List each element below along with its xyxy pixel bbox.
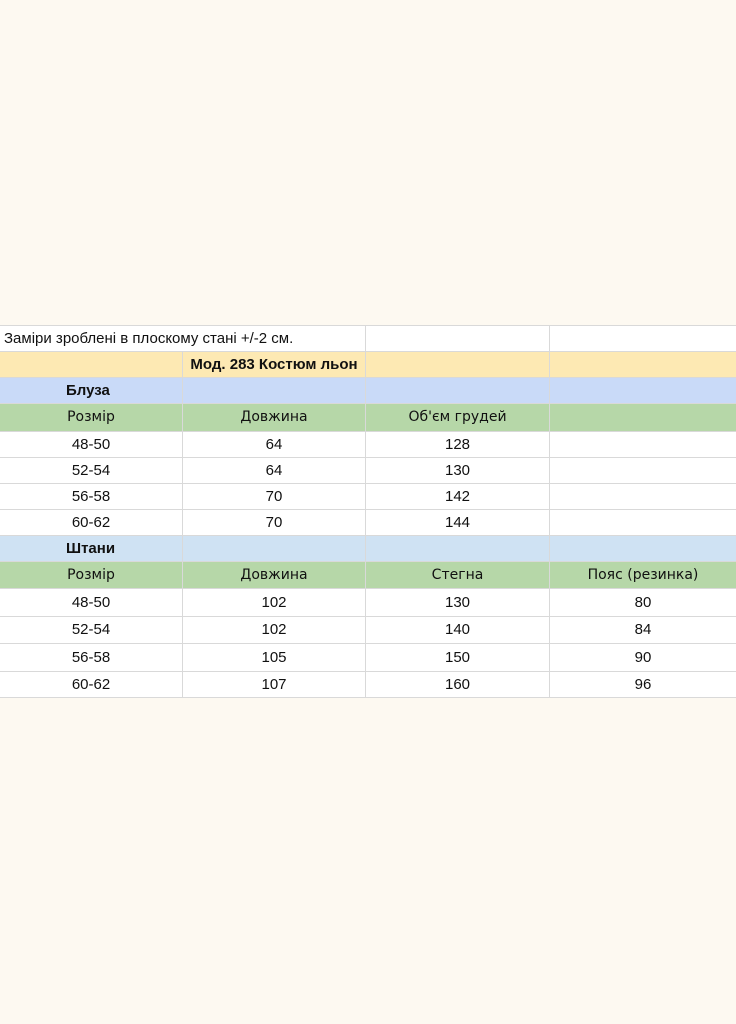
hips-cell[interactable]: 150 (366, 644, 550, 671)
table-row (0, 589, 736, 617)
size-cell[interactable]: 52-54 (0, 617, 183, 644)
cell[interactable] (550, 378, 736, 403)
cell[interactable] (183, 378, 366, 403)
cell[interactable] (550, 484, 736, 509)
measurement-note[interactable]: Заміри зроблені в плоскому стані +/-2 см. (0, 326, 366, 351)
section-label-pants[interactable]: Штани (0, 536, 183, 561)
cell[interactable] (550, 432, 736, 457)
header-waist[interactable]: Пояс (резинка) (550, 562, 736, 589)
section-row-blouse (0, 378, 736, 404)
chest-cell[interactable]: 142 (366, 484, 550, 509)
cell[interactable] (0, 352, 183, 377)
chest-cell[interactable]: 128 (366, 432, 550, 457)
length-cell[interactable]: 102 (183, 589, 366, 616)
table-row (0, 644, 736, 672)
length-cell[interactable]: 107 (183, 672, 366, 697)
waist-cell[interactable]: 80 (550, 589, 736, 616)
header-row-pants (0, 562, 736, 590)
cell[interactable] (550, 326, 736, 351)
header-size[interactable]: Розмір (0, 404, 183, 431)
cell[interactable] (550, 458, 736, 483)
length-cell[interactable]: 64 (183, 432, 366, 457)
header-chest[interactable]: Об'єм грудей (366, 404, 550, 431)
table-row (0, 484, 736, 510)
size-chart-table (0, 325, 736, 698)
header-length[interactable]: Довжина (183, 562, 366, 589)
cell[interactable] (550, 536, 736, 561)
header-hips[interactable]: Стегна (366, 562, 550, 589)
hips-cell[interactable]: 130 (366, 589, 550, 616)
size-cell[interactable]: 48-50 (0, 432, 183, 457)
cell[interactable] (366, 378, 550, 403)
table-row (0, 617, 736, 645)
chest-cell[interactable]: 144 (366, 510, 550, 535)
table-row (0, 510, 736, 536)
hips-cell[interactable]: 140 (366, 617, 550, 644)
waist-cell[interactable]: 90 (550, 644, 736, 671)
length-cell[interactable]: 102 (183, 617, 366, 644)
waist-cell[interactable]: 96 (550, 672, 736, 697)
header-size[interactable]: Розмір (0, 562, 183, 589)
size-cell[interactable]: 60-62 (0, 672, 183, 697)
length-cell[interactable]: 70 (183, 484, 366, 509)
length-cell[interactable]: 70 (183, 510, 366, 535)
note-row (0, 326, 736, 352)
hips-cell[interactable]: 160 (366, 672, 550, 697)
size-cell[interactable]: 48-50 (0, 589, 183, 616)
length-cell[interactable]: 64 (183, 458, 366, 483)
length-cell[interactable]: 105 (183, 644, 366, 671)
size-cell[interactable]: 56-58 (0, 484, 183, 509)
section-label-blouse[interactable]: Блуза (0, 378, 183, 403)
title-row (0, 352, 736, 378)
header-length[interactable]: Довжина (183, 404, 366, 431)
cell[interactable] (366, 352, 550, 377)
table-row (0, 458, 736, 484)
table-row (0, 432, 736, 458)
cell[interactable] (366, 536, 550, 561)
cell[interactable] (183, 536, 366, 561)
waist-cell[interactable]: 84 (550, 617, 736, 644)
cell[interactable] (550, 510, 736, 535)
section-row-pants (0, 536, 736, 562)
size-cell[interactable]: 52-54 (0, 458, 183, 483)
size-cell[interactable]: 56-58 (0, 644, 183, 671)
chest-cell[interactable]: 130 (366, 458, 550, 483)
cell[interactable] (550, 404, 736, 431)
header-row-blouse (0, 404, 736, 432)
size-cell[interactable]: 60-62 (0, 510, 183, 535)
cell[interactable] (366, 326, 550, 351)
cell[interactable] (550, 352, 736, 377)
model-title[interactable]: Мод. 283 Костюм льон (183, 352, 366, 377)
table-row (0, 672, 736, 698)
